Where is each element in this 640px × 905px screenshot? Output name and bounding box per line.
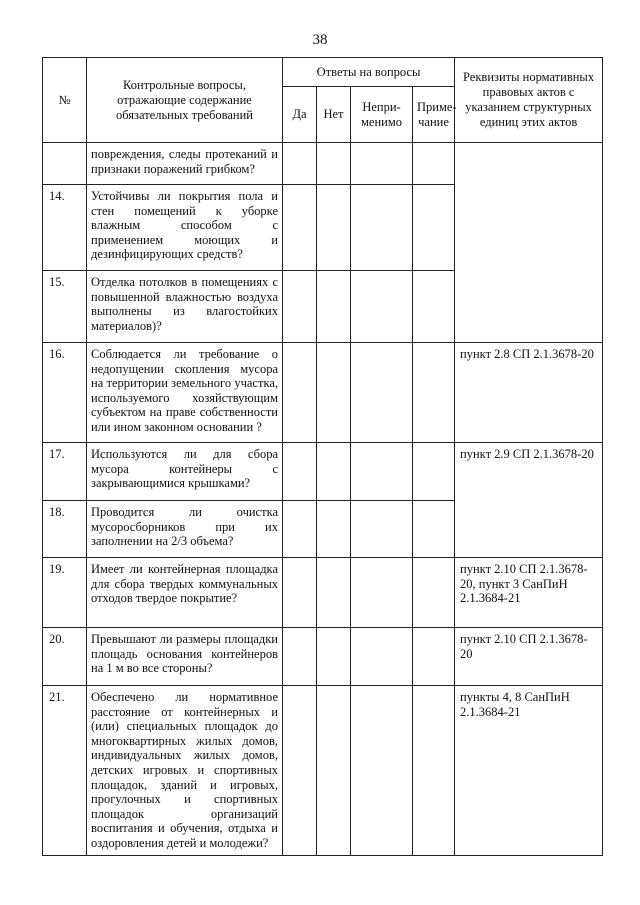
answer-yes-cell [283,443,317,501]
answer-note-cell [413,271,455,343]
header-not-applicable: Непри-менимо [351,87,413,143]
header-answers: Ответы на вопросы [283,58,455,87]
answer-na-cell [351,686,413,856]
answer-na-cell [351,501,413,558]
answer-note-cell [413,343,455,443]
header-no: Нет [317,87,351,143]
row-question: Отделка потолков в помещениях с повышенной влажностью воздуха выполнены из влагостойких материалов)? [87,271,283,343]
row-question: повреждения, следы протеканий и признаки поражений грибком? [87,143,283,185]
table-row [43,686,603,856]
row-number: 21. [43,686,87,856]
row-question: Устойчивы ли покрытия пола и стен помещений к уборке влажным способом с применением моющих и дезинфицирующих средств? [87,185,283,271]
row-question: Проводится ли очистка мусоросборников при их заполнении на 2/3 объема? [87,501,283,558]
answer-no-cell [317,143,351,185]
answer-note-cell [413,443,455,501]
answer-na-cell [351,628,413,686]
table-row [43,143,603,185]
answer-no-cell [317,185,351,271]
answer-note-cell [413,686,455,856]
answer-no-cell [317,343,351,443]
answer-yes-cell [283,686,317,856]
answer-note-cell [413,501,455,558]
row-question: Используются ли для сбора мусора контейнеры с закрывающимися крышками? [87,443,283,501]
row-requisite: пункты 4, 8 СанПиН 2.1.3684-21 [455,686,603,856]
row-number: 17. [43,443,87,501]
checklist-table [42,57,603,856]
row-requisite: пункт 2.10 СП 2.1.3678-20 [455,628,603,686]
header-number: № [43,58,87,143]
answer-yes-cell [283,558,317,628]
answer-yes-cell [283,628,317,686]
row-question: Имеет ли контейнерная площадка для сбора твердых коммунальных отходов твердое покрытие? [87,558,283,628]
answer-na-cell [351,143,413,185]
row-question: Соблюдается ли требование о недопущении скопления мусора на территории земельного участка, используемого хозяйствующим субъектом на праве собственности или ином законном основании ? [87,343,283,443]
row-requisite: пункт 2.10 СП 2.1.3678-20, пункт 3 СанПиН 2.1.3684-21 [455,558,603,628]
answer-na-cell [351,343,413,443]
answer-yes-cell [283,185,317,271]
answer-na-cell [351,185,413,271]
row-number: 20. [43,628,87,686]
row-number: 16. [43,343,87,443]
row-number: 14. [43,185,87,271]
answer-na-cell [351,443,413,501]
answer-no-cell [317,686,351,856]
row-requisite: пункт 2.8 СП 2.1.3678-20 [455,343,603,443]
row-question: Обеспечено ли нормативное расстояние от контейнерных и (или) специальных площадок до многоквартирных жилых домов, индивидуальных жилых домов, детских игровых и спортивных площадок, зданий и игровых, прогулочных и спортивных площадок организаций воспитания и обучения, отдыха и оздоровления детей и молодежи? [87,686,283,856]
row-number: 15. [43,271,87,343]
answer-yes-cell [283,271,317,343]
row-number: 19. [43,558,87,628]
header-yes: Да [283,87,317,143]
answer-note-cell [413,185,455,271]
table-row [43,443,603,501]
answer-yes-cell [283,143,317,185]
row-requisite: пункт 2.9 СП 2.1.3678-20 [455,443,603,558]
answer-note-cell [413,628,455,686]
row-requisite [455,143,603,343]
table-row [43,558,603,628]
answer-na-cell [351,558,413,628]
row-number: 18. [43,501,87,558]
answer-no-cell [317,628,351,686]
answer-note-cell [413,143,455,185]
answer-no-cell [317,443,351,501]
answer-no-cell [317,558,351,628]
answer-no-cell [317,271,351,343]
header-requisites: Реквизиты нормативных правовых актов с указанием структурных единиц этих актов [455,58,603,143]
answer-na-cell [351,271,413,343]
answer-note-cell [413,558,455,628]
row-question: Превышают ли размеры площадки площадь основания контейнеров на 1 м во все стороны? [87,628,283,686]
row-number [43,143,87,185]
header-note: Приме-чание [413,87,455,143]
page-number: 38 [312,32,328,48]
answer-yes-cell [283,343,317,443]
header-questions: Контрольные вопросы, отражающие содержание обязательных требований [87,58,283,143]
answer-no-cell [317,501,351,558]
answer-yes-cell [283,501,317,558]
table-row [43,343,603,443]
table-row [43,628,603,686]
